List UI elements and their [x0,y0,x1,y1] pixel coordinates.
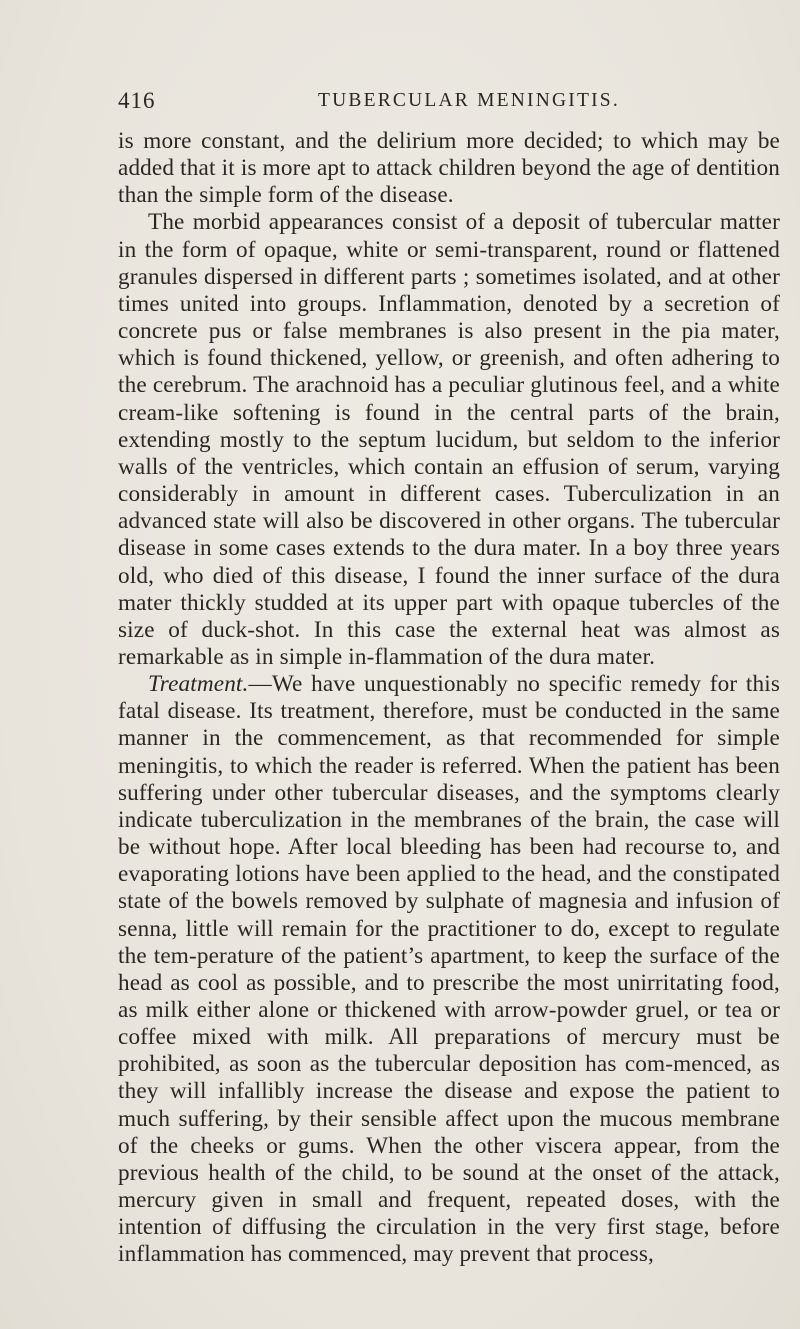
paragraph-continuation [118,128,780,209]
paragraph-treatment [118,671,780,1268]
paragraph-text: The morbid appearances consist of a deposit of tubercular matter in the form of opaque, white or semi-transparent, round or flattened granules dispersed in different parts ; sometimes isolated, and at other times united into groups. Inflammation, denoted by a secretion of concrete pus or false membranes is also present in the pia mater, which is found thickened, yellow, or greenish, and often adhering to the cerebrum. The arachnoid has a peculiar glutinous feel, and a white cream-like softening is found in the central parts of the brain, extending mostly to the septum lucidum, but seldom to the inferior walls of the ventricles, which contain an effusion of serum, varying considerably in amount in different cases. Tuberculization in an advanced state will also be discovered in other organs. The tubercular disease in some cases extends to the dura mater. In a boy three years old, who died of this disease, I found the inner surface of the dura mater thickly studded at its upper part with opaque tubercles of the size of duck-shot. In this case the external heat was almost as remarkable as in simple in-flammation of the dura mater. [118,209,780,670]
paragraph-morbid-appearances [118,209,780,671]
running-head [118,88,718,118]
paragraph-text: —We have unquestionably no specific remedy for this fatal disease. Its treatment, therefore, must be conducted in the same manner in the commencement, as that recommended for simple meningitis, to which the reader is referred. When the patient has been suffering under other tubercular diseases, and the symptoms clearly indicate tuberculization in the membranes of the brain, the case will be without hope. After local bleeding has been had recourse to, and evaporating lotions have been applied to the head, and the constipated state of the bowels removed by sulphate of magnesia and infusion of senna, little will remain for the practitioner to do, except to regulate the tem-perature of the patient’s apartment, to keep the surface of the head as cool as possible, and to prescribe the most unirritating food, as milk either alone or thickened with arrow-powder gruel, or tea or coffee mixed with milk. All preparations of mercury must be prohibited, as soon as the tubercular deposition has com-menced, as they will infallibly increase the disease and expose the patient to much suffering, by their sensible affect upon the mucous membrane of the cheeks or gums. When the other viscera appear, from the previous health of the child, to be sound at the onset of the attack, mercury given in small and frequent, repeated doses, with the intention of diffusing the circulation in the very first stage, before inflammation has commenced, may prevent that process, [118,671,780,1268]
running-title: TUBERCULAR MENINGITIS. [318,90,620,111]
page-number: 416 [118,88,156,113]
paragraph-text: is more constant, and the delirium more decided; to which may be added that it is more apt to attack children beyond the age of dentition than the simple form of the disease. [118,128,780,209]
section-lead: Treatment. [148,671,249,698]
body-text [118,128,780,1269]
